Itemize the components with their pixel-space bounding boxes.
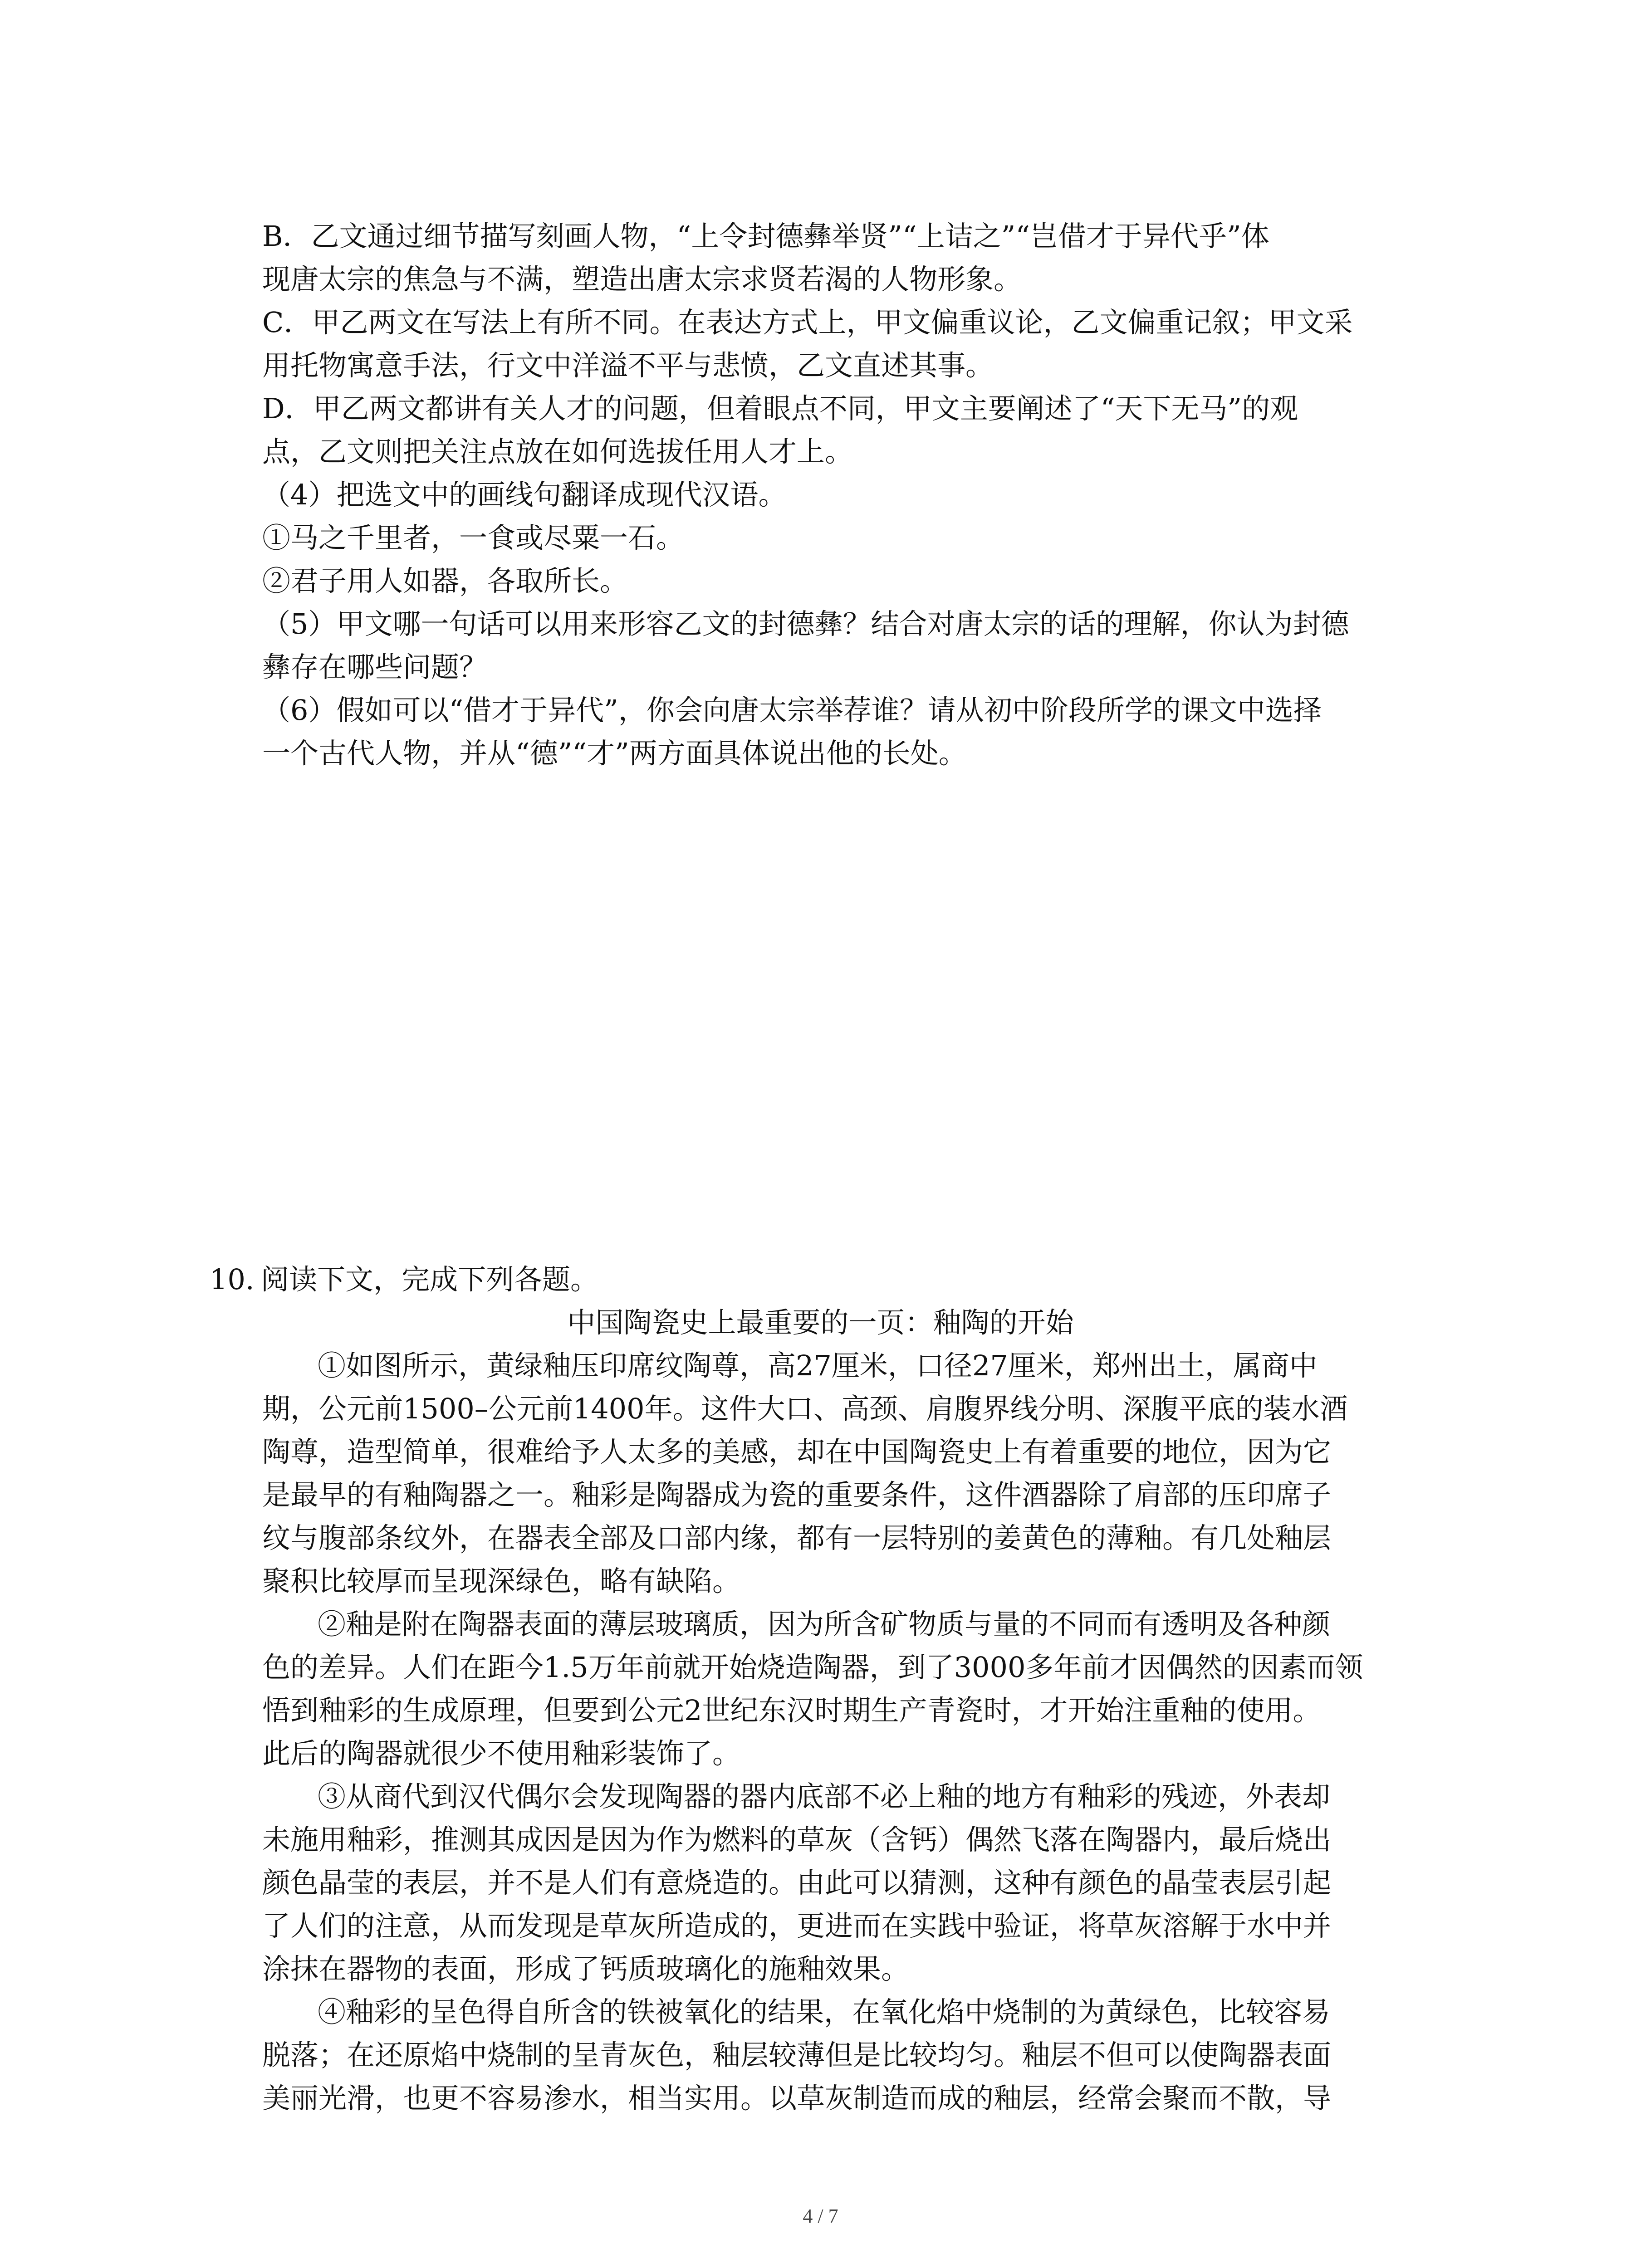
paragraph-1-line-4: 是最早的有釉陶器之一。釉彩是陶器成为瓷的重要条件，这件酒器除了肩部的压印席子 xyxy=(262,1478,1332,1511)
option-c-line-2: 用托物寓意手法，行文中洋溢不平与悲愤，乙文直述其事。 xyxy=(262,349,994,382)
paragraph-4-line-3: 美丽光滑，也更不容易渗水，相当实用。以草灰制造而成的釉层，经常会聚而不散，导 xyxy=(262,2082,1332,2115)
question-prompt: 阅读下文，完成下列各题。 xyxy=(261,1263,599,1296)
paragraph-3-line-4: 了人们的注意，从而发现是草灰所造成的，更进而在实践中验证，将草灰溶解于水中并 xyxy=(262,1909,1332,1942)
sub-question-6-line-1: （6）假如可以“借才于异代”，你会向唐太宗举荐谁？请从初中阶段所学的课文中选择 xyxy=(262,694,1322,727)
paragraph-2-line-3: 悟到釉彩的生成原理，但要到公元2世纪东汉时期生产青瓷时，才开始注重釉的使用。 xyxy=(262,1694,1321,1727)
paragraph-1-line-6: 聚积比较厚而呈现深绿色，略有缺陷。 xyxy=(262,1564,741,1598)
sub-question-4-item-1: ①马之千里者，一食或尽粟一石。 xyxy=(262,521,685,554)
paragraph-1-line-3: 陶尊，造型简单，很难给予人太多的美感，却在中国陶瓷史上有着重要的地位，因为它 xyxy=(262,1435,1332,1468)
sub-question-4: （4）把选文中的画线句翻译成现代汉语。 xyxy=(262,478,787,511)
paragraph-4-line-1: ④釉彩的呈色得自所含的铁被氧化的结果，在氧化焰中烧制的为黄绿色，比较容易 xyxy=(318,1995,1331,2028)
paragraph-4-line-2: 脱落；在还原焰中烧制的呈青灰色，釉层较薄但是比较均匀。釉层不但可以使陶器表面 xyxy=(262,2038,1332,2072)
article-title: 中国陶瓷史上最重要的一页：釉陶的开始 xyxy=(567,1306,1074,1339)
paragraph-2-line-4: 此后的陶器就很少不使用釉彩装饰了。 xyxy=(262,1737,741,1770)
paragraph-1-line-2: 期，公元前1500–公元前1400年。这件大口、高颈、肩腹界线分明、深腹平底的装水酒 xyxy=(262,1392,1348,1425)
paragraph-1-line-5: 纹与腹部条纹外，在器表全部及口部内缘，都有一层特别的姜黄色的薄釉。有几处釉层 xyxy=(262,1521,1332,1554)
page-number: 4 / 7 xyxy=(803,2205,838,2227)
option-c-line-1: C．甲乙两文在写法上有所不同。在表达方式上，甲文偏重议论，乙文偏重记叙；甲文采 xyxy=(262,306,1353,339)
option-b-line-1: B．乙文通过细节描写刻画人物，“上令封德彝举贤”“上诘之”“岂借才于异代乎”体 xyxy=(262,220,1269,253)
sub-question-5-line-2: 彝存在哪些问题？ xyxy=(262,650,488,684)
paragraph-3-line-1: ③从商代到汉代偶尔会发现陶器的器内底部不必上釉的地方有釉彩的残迹，外表却 xyxy=(318,1780,1331,1813)
paragraph-3-line-2: 未施用釉彩，推测其成因是因为作为燃料的草灰（含钙）偶然飞落在陶器内，最后烧出 xyxy=(262,1823,1332,1856)
option-d-line-2: 点，乙文则把关注点放在如何选拔任用人才上。 xyxy=(262,435,853,468)
paragraph-2-line-1: ②釉是附在陶器表面的薄层玻璃质，因为所含矿物质与量的不同而有透明及各种颜 xyxy=(318,1608,1331,1641)
paragraph-1-line-1: ①如图所示，黄绿釉压印席纹陶尊，高27厘米，口径27厘米，郑州出土，属商中 xyxy=(318,1349,1318,1382)
sub-question-6-line-2: 一个古代人物，并从“德”“才”两方面具体说出他的长处。 xyxy=(262,737,967,770)
paragraph-3-line-5: 涂抹在器物的表面，形成了钙质玻璃化的施釉效果。 xyxy=(262,1952,910,1985)
option-d-line-1: D．甲乙两文都讲有关人才的问题，但着眼点不同，甲文主要阐述了“天下无马”的观 xyxy=(262,392,1298,425)
sub-question-5-line-1: （5）甲文哪一句话可以用来形容乙文的封德彝？结合对唐太宗的话的理解，你认为封德 xyxy=(262,607,1349,640)
option-b-line-2: 现唐太宗的焦急与不满，塑造出唐太宗求贤若渴的人物形象。 xyxy=(262,263,1022,296)
paragraph-2-line-2: 色的差异。人们在距今1.5万年前就开始烧造陶器，到了3000多年前才因偶然的因素而领 xyxy=(262,1651,1363,1684)
sub-question-4-item-2: ②君子用人如器，各取所长。 xyxy=(262,564,628,597)
question-number: 10. xyxy=(210,1263,255,1296)
paragraph-3-line-3: 颜色晶莹的表层，并不是人们有意烧造的。由此可以猜测，这种有颜色的晶莹表层引起 xyxy=(262,1866,1332,1899)
